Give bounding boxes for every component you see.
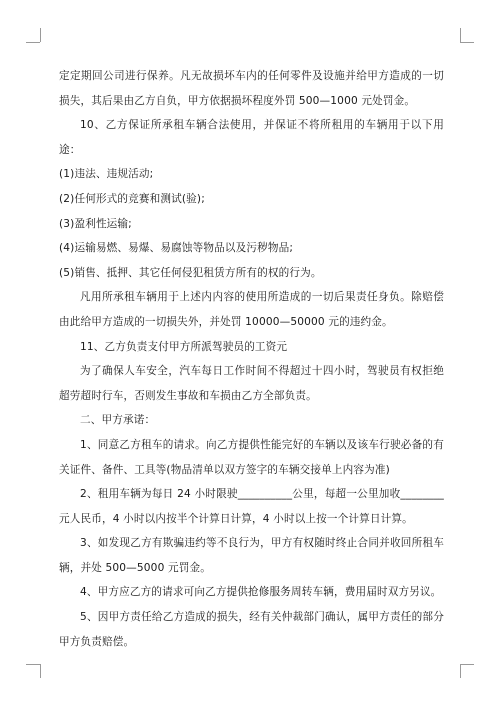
paragraph: 2、租用车辆为每日 24 小时限驶__________公里，每超一公里加收________元人民币，4 小时以内按半个计算日计算，4 小时以上按一个计算日计算。 [59,488,444,525]
paragraph: 5、因甲方责任给乙方造成的损失，经有关仲裁部门确认，属甲方责任的部分甲方负责赔偿。 [59,611,444,648]
section-heading: 二、甲方承诺： [80,414,156,427]
paragraph: 1、同意乙方租车的请求。向乙方提供性能完好的车辆以及该车行驶必备的有关证件、备件、工具等(物品清单以双方签字的车辆交接单上内容为准) [59,438,444,476]
paragraph: 4、甲方应乙方的请求可向乙方提供抢修服务周转车辆，费用届时双方另议。 [80,586,442,599]
paragraph: 3、如发现乙方有欺骗违约等不良行为，甲方有权随时终止合同并收回所租车辆，并处 500—5000 元罚金。 [59,537,444,574]
list-item: (1)违法、违规活动; [59,168,154,181]
list-item: (4)运输易燃、易爆、易腐蚀等物品以及污秽物品; [59,242,294,255]
list-item: (2)任何形式的竞赛和测试(验); [59,192,205,205]
paragraph: 11、乙方负责支付甲方所派驾驶员的工资元 [80,340,288,353]
list-item: (3)盈利性运输; [59,217,132,230]
document-page [59,64,444,654]
list-item: (5)销售、抵押、其它任何侵犯租赁方所有的权的行为。 [59,266,322,279]
paragraph: 为了确保人车安全，汽车每日工作时间不得超过十四小时，驾驶员有权拒绝超劳超时行车，否则发生事故和车损由乙方全部负责。 [59,365,444,402]
paragraph: 10、乙方保证所承租车辆合法使用，并保证不将所租用的车辆用于以下用途： [59,119,444,156]
paragraph: 定定期回公司进行保养。凡无故损坏车内的任何零件及设施并给甲方造成的一切损失，其后果由乙方自负，甲方依据损坏程度外罚 500—1000 元处罚金。 [59,70,444,107]
paragraph: 凡用所承租车辆用于上述内内容的使用所造成的一切后果责任身负。除赔偿由此给甲方造成的一切损失外，并处罚 10000—50000 元的违约金。 [59,291,444,328]
